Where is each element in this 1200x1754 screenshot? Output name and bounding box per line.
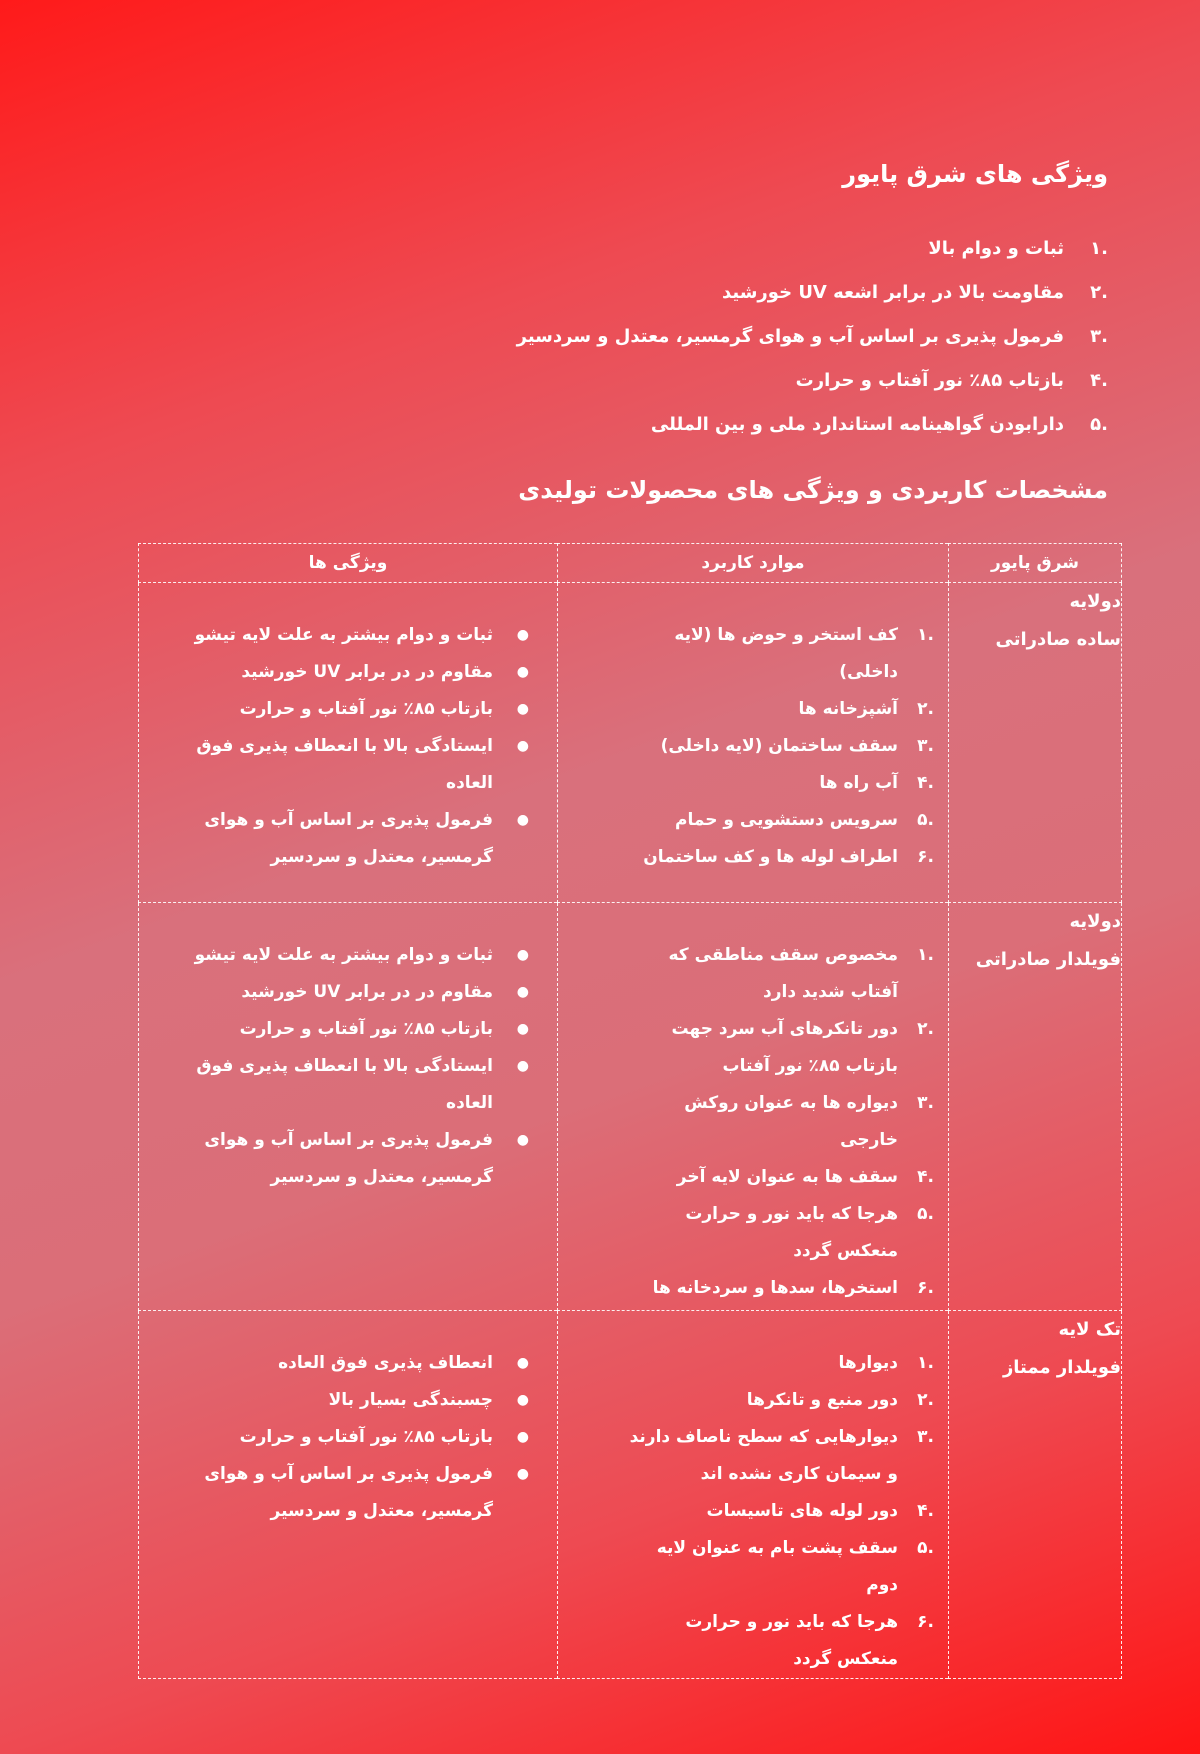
list-text: ایستادگی بالا با انعطاف پذیری فوق العاده bbox=[196, 1056, 493, 1113]
list-number: .۱ bbox=[917, 625, 934, 645]
list-item bbox=[558, 1085, 934, 1159]
list-text: ثبات و دوام بیشتر به علت لایه تیشو bbox=[194, 625, 493, 645]
bullet-icon: ● bbox=[516, 627, 529, 643]
list-text: فرمول پذیری بر اساس آب و هوای گرمسیر، معتدل و سردسیر bbox=[204, 1130, 493, 1187]
list-item bbox=[558, 1419, 934, 1493]
list-number: .۳ bbox=[917, 736, 934, 756]
list-number: .۲ bbox=[917, 1390, 934, 1410]
list-text: مقاوم در در برابر UV خورشید bbox=[241, 662, 493, 682]
list-text: ثبات و دوام بیشتر به علت لایه تیشو bbox=[194, 945, 493, 965]
bullet-icon: ● bbox=[516, 1355, 529, 1371]
features-bullets bbox=[139, 583, 557, 876]
feature-number: .۲ bbox=[1090, 281, 1108, 303]
list-item bbox=[139, 1048, 529, 1122]
product-name-line: فویلدار ممتاز bbox=[1002, 1357, 1121, 1378]
list-item bbox=[558, 1159, 934, 1196]
feature-item bbox=[517, 402, 1108, 446]
list-item bbox=[558, 839, 934, 876]
list-number: .۱ bbox=[917, 1353, 934, 1373]
list-text: سرویس دستشویی و حمام bbox=[674, 810, 898, 830]
list-item bbox=[558, 728, 934, 765]
features-cell bbox=[139, 903, 558, 1311]
product-name-line: ساده صادراتی bbox=[995, 629, 1121, 650]
list-text: هرجا که باید نور و حرارت منعکس گردد bbox=[685, 1204, 898, 1261]
list-item bbox=[558, 1382, 934, 1419]
feature-text: مقاومت بالا در برابر اشعه UV خورشید bbox=[721, 281, 1064, 303]
list-number: .۲ bbox=[917, 699, 934, 719]
list-item bbox=[139, 728, 529, 802]
list-item bbox=[558, 1345, 934, 1382]
list-item bbox=[139, 1122, 529, 1196]
bullet-icon: ● bbox=[516, 738, 529, 754]
list-number: .۵ bbox=[917, 810, 934, 830]
list-number: .۴ bbox=[917, 1501, 934, 1521]
list-item bbox=[558, 765, 934, 802]
list-text: چسبندگی بسیار بالا bbox=[328, 1390, 493, 1410]
bullet-icon: ● bbox=[516, 984, 529, 1000]
list-item bbox=[139, 1456, 529, 1530]
list-number: .۴ bbox=[917, 773, 934, 793]
list-item bbox=[558, 617, 934, 691]
list-text: دیواره ها به عنوان روکش خارجی bbox=[684, 1093, 898, 1150]
list-number: .۳ bbox=[917, 1093, 934, 1113]
list-text: سقف ساختمان (لایه داخلی) bbox=[660, 736, 898, 756]
list-number: .۲ bbox=[917, 1019, 934, 1039]
list-item bbox=[139, 937, 529, 974]
features-list bbox=[517, 226, 1108, 446]
list-text: بازتاب ۸۵٪ نور آفتاب و حرارت bbox=[239, 699, 493, 719]
list-text: هرجا که باید نور و حرارت منعکس گردد bbox=[685, 1612, 898, 1669]
list-item bbox=[558, 1196, 934, 1270]
feature-item bbox=[517, 226, 1108, 270]
list-text: مقاوم در در برابر UV خورشید bbox=[241, 982, 493, 1002]
list-text: اطراف لوله ها و کف ساختمان bbox=[643, 847, 898, 867]
list-number: .۵ bbox=[917, 1538, 934, 1558]
bullet-icon: ● bbox=[516, 1058, 529, 1074]
list-item bbox=[139, 691, 529, 728]
uses-list bbox=[558, 1311, 948, 1678]
uses-cell bbox=[558, 1311, 949, 1679]
bullet-icon: ● bbox=[516, 812, 529, 828]
list-text: آب راه ها bbox=[819, 773, 898, 793]
products-table bbox=[138, 543, 1122, 1679]
list-text: فرمول پذیری بر اساس آب و هوای گرمسیر، معتدل و سردسیر bbox=[204, 1464, 493, 1521]
list-item bbox=[139, 974, 529, 1011]
list-item bbox=[139, 1345, 529, 1382]
list-item bbox=[558, 1011, 934, 1085]
features-bullets bbox=[139, 903, 557, 1196]
list-text: بازتاب ۸۵٪ نور آفتاب و حرارت bbox=[239, 1427, 493, 1447]
uses-cell bbox=[558, 583, 949, 903]
list-item bbox=[558, 691, 934, 728]
bullet-icon: ● bbox=[516, 1132, 529, 1148]
feature-item bbox=[517, 358, 1108, 402]
feature-item bbox=[517, 314, 1108, 358]
header-features: ویژگی ها bbox=[139, 544, 558, 583]
product-name-line: دولایه bbox=[1069, 911, 1121, 932]
list-number: .۳ bbox=[917, 1427, 934, 1447]
feature-number: .۳ bbox=[1090, 325, 1108, 347]
product-name-cell bbox=[949, 583, 1122, 903]
list-text: دور تانکرهای آب سرد جهت بازتاب ۸۵٪ نور آفتاب bbox=[671, 1019, 898, 1076]
list-text: دور منبع و تانکرها bbox=[746, 1390, 898, 1410]
table-row bbox=[139, 903, 1122, 1311]
list-item bbox=[139, 802, 529, 876]
list-item bbox=[139, 1419, 529, 1456]
product-name-line: دولایه bbox=[1069, 591, 1121, 612]
bullet-icon: ● bbox=[516, 947, 529, 963]
uses-list bbox=[558, 903, 948, 1307]
product-name-line: تک لایه bbox=[1058, 1319, 1121, 1340]
feature-text: ثبات و دوام بالا bbox=[928, 237, 1064, 259]
list-text: ایستادگی بالا با انعطاف پذیری فوق العاده bbox=[196, 736, 493, 793]
list-item bbox=[558, 1270, 934, 1307]
list-item bbox=[139, 617, 529, 654]
list-number: .۱ bbox=[917, 945, 934, 965]
list-text: سقف پشت بام به عنوان لایه دوم bbox=[656, 1538, 898, 1595]
features-bullets bbox=[139, 1311, 557, 1530]
list-text: استخرها، سدها و سردخانه ها bbox=[652, 1278, 898, 1298]
bullet-icon: ● bbox=[516, 1429, 529, 1445]
list-number: .۶ bbox=[917, 1278, 934, 1298]
list-text: دور لوله های تاسیسات bbox=[706, 1501, 898, 1521]
bullet-icon: ● bbox=[516, 1392, 529, 1408]
list-number: .۶ bbox=[917, 1612, 934, 1632]
feature-text: بازتاب ۸۵٪ نور آفتاب و حرارت bbox=[795, 369, 1064, 391]
list-text: کف استخر و حوض ها (لایه داخلی) bbox=[674, 625, 898, 682]
features-cell bbox=[139, 1311, 558, 1679]
list-text: دیوارهایی که سطح ناصاف دارند و سیمان کاری نشده اند bbox=[629, 1427, 898, 1484]
header-product: شرق پایور bbox=[949, 544, 1122, 583]
product-name-cell bbox=[949, 1311, 1122, 1679]
list-text: دیوارها bbox=[838, 1353, 898, 1373]
feature-number: .۱ bbox=[1090, 237, 1108, 259]
list-item bbox=[139, 1382, 529, 1419]
uses-list bbox=[558, 583, 948, 876]
list-item bbox=[139, 1011, 529, 1048]
feature-text: دارابودن گواهینامه استاندارد ملی و بین المللی bbox=[650, 413, 1064, 435]
products-title: مشخصات کاربردی و ویژگی های محصولات تولیدی bbox=[518, 476, 1108, 504]
feature-item bbox=[517, 270, 1108, 314]
list-item bbox=[558, 1604, 934, 1678]
list-item bbox=[139, 654, 529, 691]
product-name-line: فویلدار صادراتی bbox=[975, 949, 1121, 970]
list-item bbox=[558, 937, 934, 1011]
list-text: بازتاب ۸۵٪ نور آفتاب و حرارت bbox=[239, 1019, 493, 1039]
list-item bbox=[558, 802, 934, 839]
list-number: .۵ bbox=[917, 1204, 934, 1224]
header-uses: موارد کاربرد bbox=[558, 544, 949, 583]
bullet-icon: ● bbox=[516, 701, 529, 717]
list-text: آشپزخانه ها bbox=[798, 699, 898, 719]
list-number: .۶ bbox=[917, 847, 934, 867]
feature-number: .۵ bbox=[1090, 413, 1108, 435]
table-row bbox=[139, 583, 1122, 903]
uses-cell bbox=[558, 903, 949, 1311]
features-title: ویژگی های شرق پایور bbox=[842, 160, 1108, 188]
list-item bbox=[558, 1530, 934, 1604]
feature-number: .۴ bbox=[1090, 369, 1108, 391]
list-text: سقف ها به عنوان لایه آخر bbox=[676, 1167, 898, 1187]
list-number: .۴ bbox=[917, 1167, 934, 1187]
bullet-icon: ● bbox=[516, 1021, 529, 1037]
table-row bbox=[139, 1311, 1122, 1679]
table-header-row bbox=[139, 544, 1122, 583]
list-text: انعطاف پذیری فوق العاده bbox=[278, 1353, 493, 1373]
list-text: مخصوص سقف مناطقی که آفتاب شدید دارد bbox=[668, 945, 898, 1002]
feature-text: فرمول پذیری بر اساس آب و هوای گرمسیر، معتدل و سردسیر bbox=[516, 325, 1064, 347]
list-text: فرمول پذیری بر اساس آب و هوای گرمسیر، معتدل و سردسیر bbox=[204, 810, 493, 867]
list-item bbox=[558, 1493, 934, 1530]
product-name-cell bbox=[949, 903, 1122, 1311]
features-cell bbox=[139, 583, 558, 903]
bullet-icon: ● bbox=[516, 664, 529, 680]
bullet-icon: ● bbox=[516, 1466, 529, 1482]
